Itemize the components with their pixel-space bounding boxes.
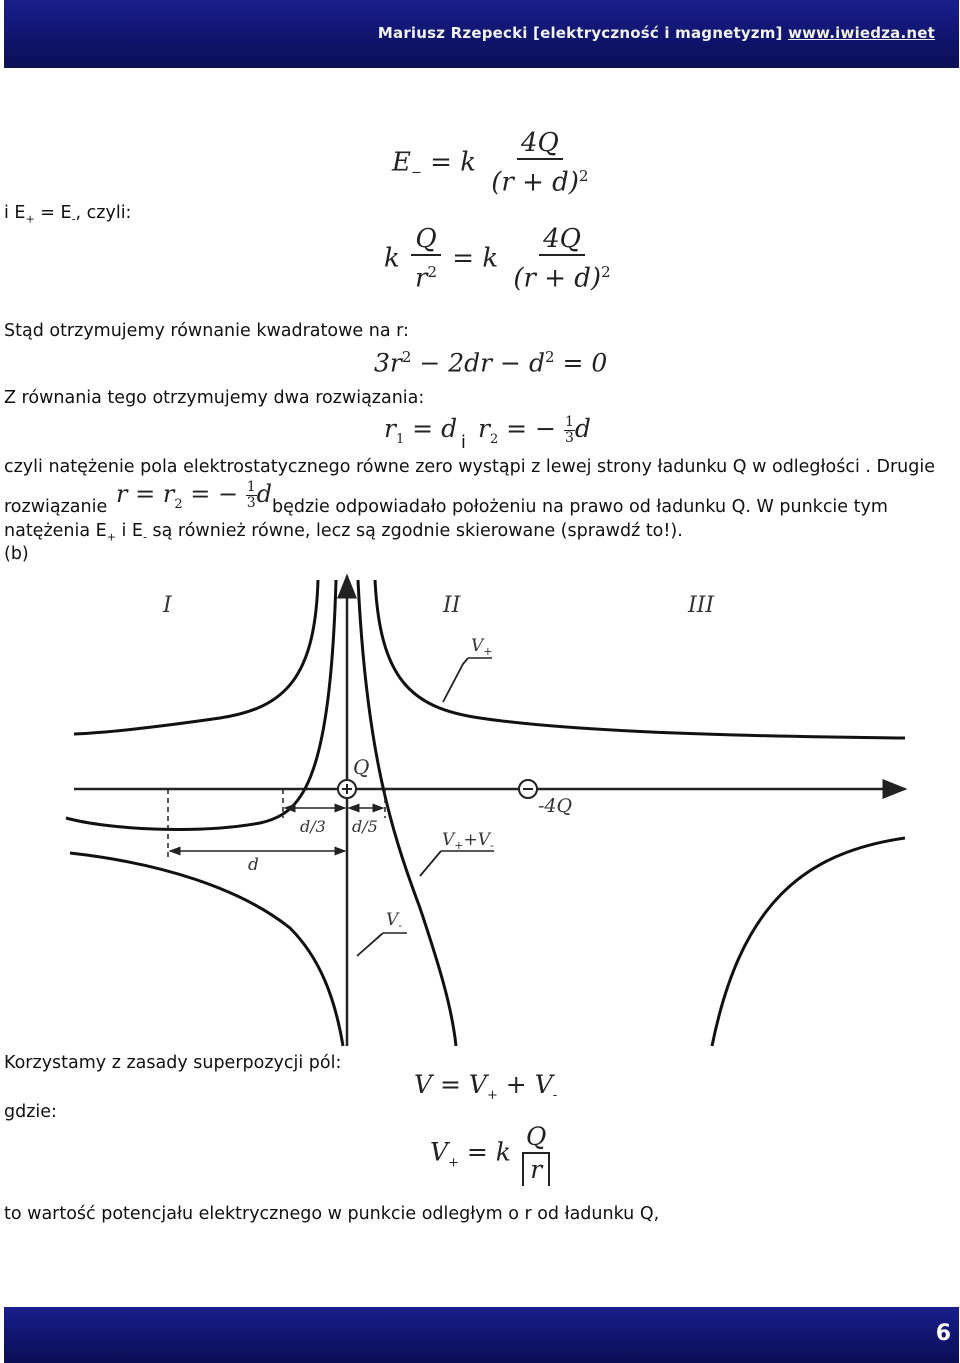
header-title	[378, 24, 935, 42]
label-d5: d/5	[352, 817, 378, 836]
equation-solution-second: $r = r_2$ = − $\frac{1}{3}$ d	[116, 479, 273, 512]
curve-sum-left	[66, 580, 336, 829]
header-author: Mariusz Rzepecki [elektryczność i magnetyzm]	[377, 24, 783, 42]
curve-v-minus-left	[70, 853, 343, 1046]
label-d: d	[248, 855, 259, 875]
equation-superposition: $V = V_+ + V_-$	[414, 1070, 558, 1103]
text-paragraph-4: czyli natężenie pola elektrostatycznego równe zero wystąpi z lewej strony ładunku Q w odległości . Drugie	[4, 457, 936, 477]
text-paragraph-2: Stąd otrzymujemy równanie kwadratowe na r:	[4, 321, 409, 341]
page-number: 6	[935, 1321, 951, 1346]
equation-v-plus: $V_+ = k$ $\frac{Q}{r}$	[430, 1122, 553, 1186]
equation-solution-r1: $r_1 = d$	[384, 414, 458, 447]
curve-v-minus-right	[712, 838, 905, 1046]
text-paragraph-3: Z równania tego otrzymujemy dwa rozwiązania:	[4, 388, 425, 408]
region-label-1: I	[163, 593, 172, 618]
region-label-3: III	[688, 593, 715, 618]
label-v-sum: $V_++V_-$	[442, 830, 494, 852]
text-paragraph-10: to wartość potencjału elektrycznego w punkcie odległym o r od ładunku Q,	[4, 1204, 660, 1224]
equation-solution-r2: $r_2$ = − $\frac{1}{3}$ d	[478, 414, 591, 447]
label-v-minus: $V_-$	[386, 910, 402, 932]
label-d3: d/3	[300, 817, 326, 836]
curve-v-plus-left	[74, 580, 318, 734]
text-paragraph-7: (b)	[4, 544, 29, 564]
label-charge-q: Q	[353, 755, 370, 779]
curve-sum-right	[358, 580, 456, 1046]
equation-balance: k $\frac{Q}{r^2}$ = k $\frac{4Q}{(r + d)^2}$	[384, 224, 611, 294]
text-and: i	[461, 433, 466, 453]
text-paragraph-6: natężenia $E_+$ i $E_-$ są również równe, lecz są zgodnie skierowane (sprawdź to!).	[4, 521, 683, 544]
equation-e-minus: $E_- = k$ $\frac{4Q}{(r + d)^2}$	[392, 128, 589, 198]
header-site-link[interactable]: www.iwiedza.net	[788, 24, 935, 42]
text-paragraph-8: Korzystamy z zasady superpozycji pól:	[4, 1053, 342, 1073]
potential-diagram	[0, 568, 960, 1053]
label-v-plus: $V_+$	[471, 636, 493, 658]
equation-quadratic: $3r^2 - 2dr - d^2 = 0$	[374, 348, 608, 378]
header-bar	[4, 0, 959, 68]
text-paragraph-5b: będzie odpowiadało położeniu na prawo od ładunku Q. W punkcie tym	[272, 497, 888, 517]
text-paragraph-1: i $E_+ = E_-$, czyli:	[4, 203, 132, 226]
region-label-2: II	[443, 593, 461, 618]
label-charge-neg-4q: -4Q	[538, 795, 573, 817]
footer-bar	[4, 1307, 959, 1363]
text-paragraph-5a: rozwiązanie	[4, 497, 108, 517]
text-paragraph-9: gdzie:	[4, 1102, 57, 1122]
